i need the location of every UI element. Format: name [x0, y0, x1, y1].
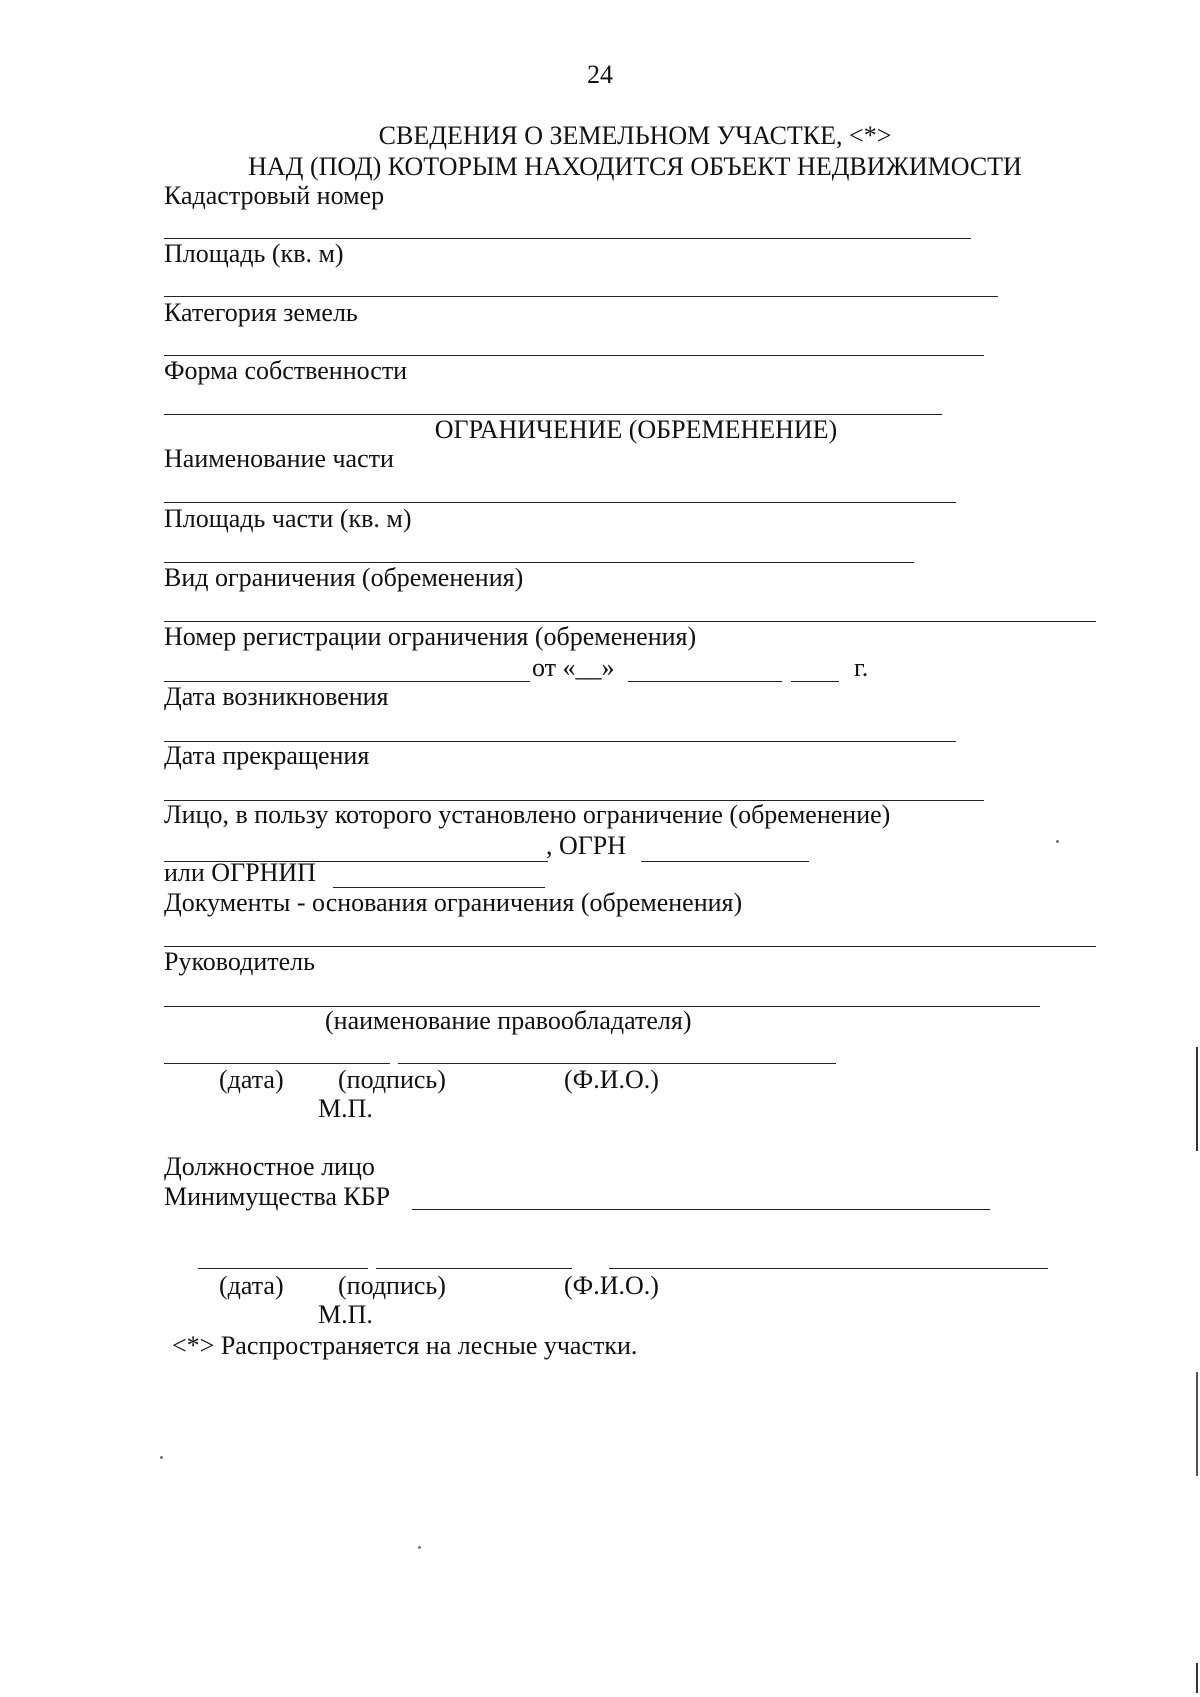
- head-seal: М.П.: [318, 1094, 373, 1123]
- beneficiary-label: Лицо, в пользу которого установлено ограничение (обременение): [164, 800, 891, 829]
- part-area-label: Площадь части (кв. м): [164, 504, 412, 533]
- land-category-label: Категория земель: [164, 298, 358, 327]
- area-line: [164, 296, 998, 297]
- registration-year-line: [791, 681, 839, 682]
- holder-caption: (наименование правообладателя): [325, 1006, 692, 1035]
- ogrnip-label: или ОГРНИП: [164, 858, 316, 887]
- cadastral-number-label: Кадастровый номер: [164, 181, 385, 210]
- ogrn-label: , ОГРН: [546, 831, 627, 860]
- head-signature-line: [398, 1063, 836, 1064]
- head-label: Руководитель: [164, 947, 315, 976]
- ogrn-line: [641, 861, 809, 862]
- official-fio-caption: (Ф.И.О.): [564, 1271, 659, 1300]
- head-fio-caption: (Ф.И.О.): [564, 1065, 659, 1094]
- registration-year-suffix: г.: [854, 653, 869, 682]
- official-signature-line: [376, 1268, 572, 1269]
- official-seal: М.П.: [318, 1300, 373, 1329]
- part-name-label: Наименование части: [164, 444, 394, 473]
- registration-month-line: [628, 681, 782, 682]
- scan-edge-mark-3: [1196, 1663, 1198, 1693]
- restriction-heading: ОГРАНИЧЕНИЕ (ОБРЕМЕНЕНИЕ): [434, 415, 838, 444]
- form-title-line-2: НАД (ПОД) КОТОРЫМ НАХОДИТСЯ ОБЪЕКТ НЕДВИЖИМОСТИ: [248, 152, 1022, 181]
- head-date-line: [164, 1063, 390, 1064]
- official-fio-line: [609, 1268, 1048, 1269]
- official-signature-caption: (подпись): [338, 1271, 446, 1300]
- scan-edge-mark-2: [1196, 1372, 1198, 1476]
- official-label-line-1: Должностное лицо: [164, 1152, 375, 1181]
- official-date-caption: (дата): [219, 1271, 284, 1300]
- scan-edge-mark-1: [1196, 1047, 1198, 1151]
- head-signature-caption: (подпись): [338, 1065, 446, 1094]
- scan-speck: [418, 1546, 421, 1549]
- official-name-line: [412, 1209, 990, 1210]
- restriction-type-label: Вид ограничения (обременения): [164, 563, 524, 592]
- ownership-form-label: Форма собственности: [164, 356, 408, 385]
- start-date-label: Дата возникновения: [164, 682, 389, 711]
- scan-speck: [160, 1456, 163, 1459]
- part-name-line: [164, 502, 956, 503]
- official-label-line-2: Минимущества КБР: [164, 1182, 391, 1211]
- registration-number-label: Номер регистрации ограничения (обременения): [164, 622, 697, 651]
- registration-from-label: от «__»: [532, 653, 615, 682]
- form-title-line-1: СВЕДЕНИЯ О ЗЕМЕЛЬНОМ УЧАСТКЕ, <*>: [378, 121, 892, 150]
- area-label: Площадь (кв. м): [164, 239, 344, 268]
- scan-speck: [1056, 840, 1059, 843]
- basis-documents-label: Документы - основания ограничения (обременения): [164, 888, 743, 917]
- end-date-label: Дата прекращения: [164, 741, 370, 770]
- footnote: <*> Распространяется на лесные участки.: [172, 1331, 638, 1360]
- page-number: 24: [587, 60, 613, 89]
- official-date-line: [198, 1268, 368, 1269]
- head-date-caption: (дата): [219, 1065, 284, 1094]
